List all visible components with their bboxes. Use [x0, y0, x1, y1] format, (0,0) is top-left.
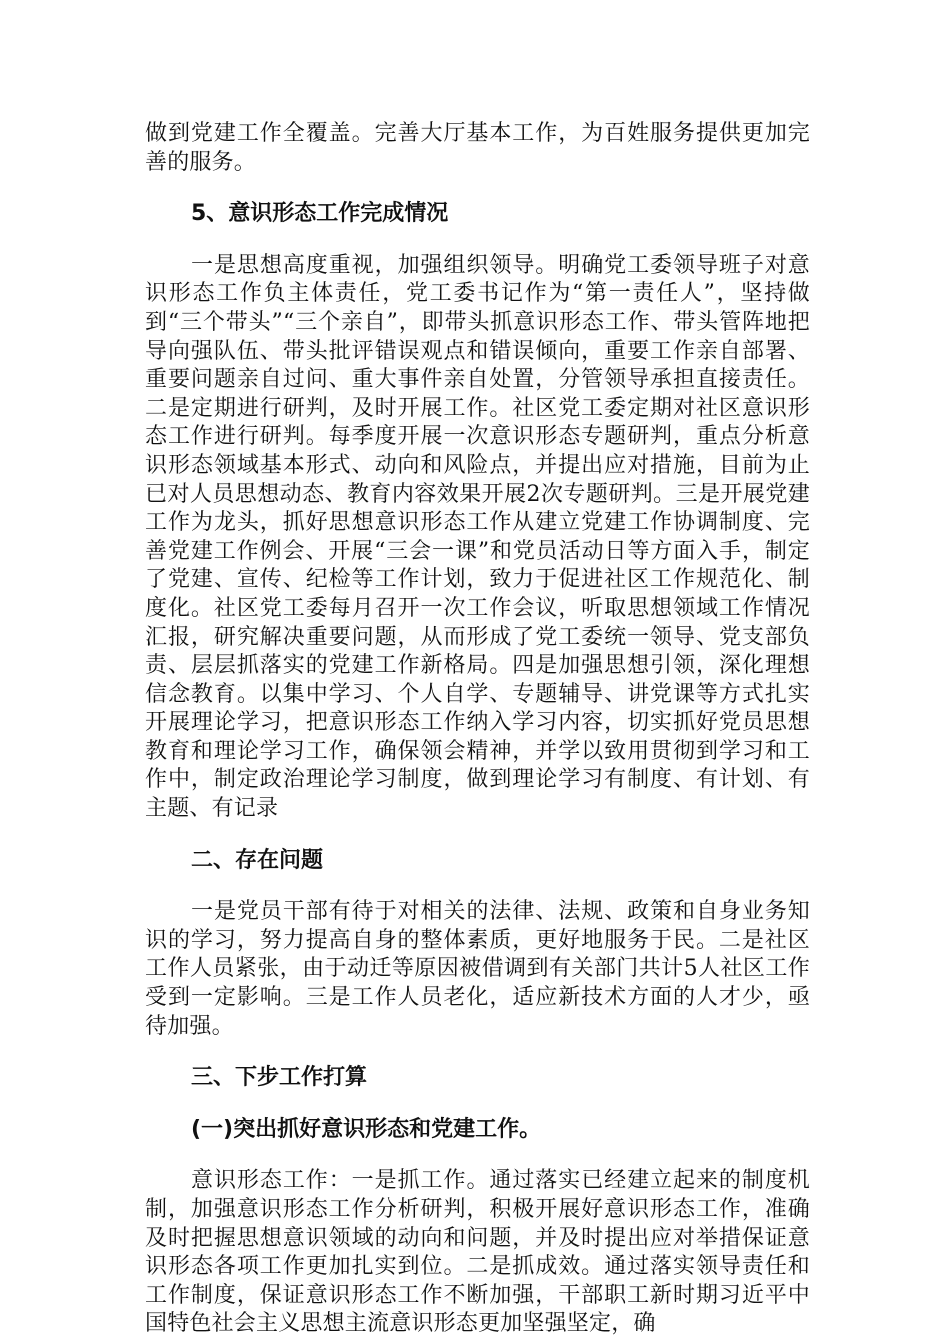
paragraph-problems: 一是党员干部有待于对相关的法律、法规、政策和自身业务知识的学习，努力提高自身的整体素质，更好地服务于民。二是社区工作人员紧张，由于动迁等原因被借调到有关部门共计5人社区工作受到一定影响。三是工作人员老化，适应新技术方面的人才少，亟待加强。 [145, 899, 810, 1039]
spacer [145, 1093, 810, 1116]
section-heading-problems: 二、存在问题 [191, 847, 324, 873]
section-heading-plan: 三、下步工作打算 [191, 1065, 368, 1091]
subsection-heading-plan-1: (一)突出抓好意识形态和党建工作。 [191, 1116, 542, 1142]
intro-paragraph: 做到党建工作全覆盖。完善大厅基本工作，为百姓服务提供更加完善的服务。 [145, 121, 810, 175]
paragraph-plan: 意识形态工作：一是抓工作。通过落实已经建立起来的制度机制，加强意识形态工作分析研判，积极开展好意识形态工作，准确及时把握思想意识领域的动向和问题，并及时提出应对举措保证意识形态各项工作更加扎实到位。二是抓成效。通过落实领导责任和工作制度，保证意识形态工作不断加强，干部职工新时期习近平中国特色社会主义思想主流意识形态更加坚强坚定，确 [145, 1168, 810, 1337]
spacer [145, 177, 810, 200]
spacer [145, 1041, 810, 1064]
spacer [145, 1144, 810, 1167]
spacer [145, 875, 810, 898]
spacer [145, 229, 810, 252]
spacer [145, 824, 810, 847]
paragraph-ideology: 一是思想高度重视，加强组织领导。明确党工委领导班子对意识形态工作负主体责任，党工委书记作为“第一责任人”，坚持做到“三个带头”“三个亲自”，即带头抓意识形态工作、带头管阵地把导向强队伍、带头批评错误观点和错误倾向，重要工作亲自部署、重要问题亲自过问、重大事件亲自处置，分管领导承担直接责任。二是定期进行研判，及时开展工作。社区党工委定期对社区意识形态工作进行研判。每季度开展一次意识形态专题研判，重点分析意识形态领域基本形式、动向和风险点，并提出应对措施，目前为止已对人员思想动态、教育内容效果开展2次专题研判。三是开展党建工作为龙头，抓好思想意识形态工作从建立党建工作协调制度、完善党建工作例会、开展“三会一课”和党员活动日等方面入手，制定了党建、宣传、纪检等工作计划，致力于促进社区工作规范化、制度化。社区党工委每月召开一次工作会议，听取思想领域工作情况汇报，研究解决重要问题，从而形成了党工委统一领导、党支部负责、层层抓落实的党建工作新格局。四是加强思想引领，深化理想信念教育。以集中学习、个人自学、专题辅导、讲党课等方式扎实开展理论学习，把意识形态工作纳入学习内容，切实抓好党员思想教育和理论学习工作，确保领会精神，并学以致用贯彻到学习和工作中，制定政治理论学习制度，做到理论学习有制度、有计划、有主题、有记录 [145, 252, 810, 822]
section-heading-ideology: 5、意识形态工作完成情况 [191, 201, 449, 227]
document-page [145, 120, 810, 1339]
